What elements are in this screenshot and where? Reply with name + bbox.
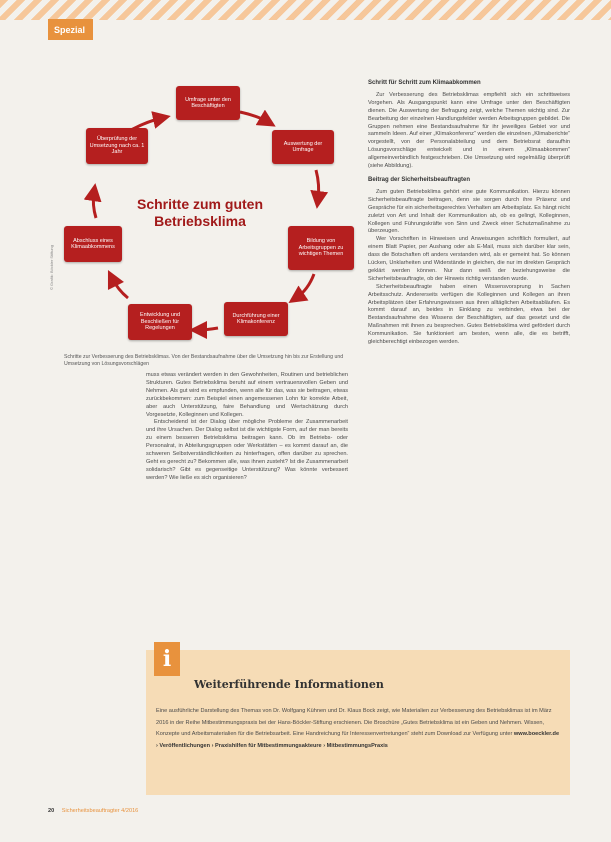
right-column xyxy=(368,80,570,347)
arrow-5 xyxy=(112,278,128,298)
arrow-3 xyxy=(296,274,314,298)
info-box xyxy=(146,646,570,795)
diagram-caption: Schritte zur Verbesserung des Betriebsklimas. Von der Bestandsaufnahme über die Umsetzung hin bis zur Erstellung und Umsetzung von Lösungsvorschlägen xyxy=(64,354,344,368)
diagram-title-line1: Schritte zum guten xyxy=(136,196,263,212)
section2-paragraph-1: Zum guten Betriebsklima gehört eine gute Kommunikation. Hierzu können Sicherheitsbeauftragte beitragen, denn sie sorgen durch ihre Präsenz und Gespräche für ein sicherheitsgerechtes Verhalten am Arbeitsplatz. Es hängt nicht zuletzt von Art und Inhalt der Kommunikation ab, ob es gelingt, Kolleginnen, Kollegen und Führungskräfte von Sinn und Zweck einer Schutzmaßnahme zu überzeugen. xyxy=(368,188,570,235)
step-box-6: Abschluss eines Klimaabkommens xyxy=(64,226,122,262)
left-paragraph-2: Entscheidend ist der Dialog über mögliche Probleme der Zusammenarbeit und ihre Ursachen. Der Dialog selbst ist die wichtigste Form, auf der man bereits zu einem besseren Betriebsklima beitragen kann. Ob im Betriebs- oder Personalrat, in Abteilungsgruppen oder Werkstätten – es kommt darauf an, die schweren Selbstverständlichkeiten zu hinterfragen, offen darüber zu sprechen. Geht es gerecht zu? Bekommen alle, was ihnen zusteht? Ist die Zusammenarbeit solidarisch? Gibt es gegenseitige Unterstützung? Was könnte verbessert werden? Wie ließe es sich organisieren? xyxy=(146,419,348,481)
photo-credit: © Grafik: Böckler Stiftung xyxy=(49,245,54,290)
left-paragraph-1: muss etwas verändert werden in den Gewohnheiten, Routinen und betrieblichen Strukturen. Gutes Betriebsklima beruht auf einem vertrauensvollen Geben und Nehmen. Als gut wird es empfunden, wenn alle für das, was sie beitragen, etwas zurückbekommen: zum Beispiel einen angemessenen Lohn für korrekte Arbeit, aber auch Unterstützung, faire Behandlung und Wertschätzung durch Vorgesetzte, Kolleginnen und Kollegen. xyxy=(146,372,348,418)
header-stripe xyxy=(0,0,611,20)
info-icon: i xyxy=(154,642,180,676)
arrow-4 xyxy=(198,328,218,330)
section1-heading: Schritt für Schritt zum Klimaabkommen xyxy=(368,80,481,86)
step-box-5: Entwicklung und Beschließen für Regelungen xyxy=(128,304,192,340)
section2-paragraph-3: Sicherheitsbeauftragte haben einen Wissensvorsprung in Sachen Arbeitsschutz. Andererseits verfügen die Kolleginnen und Kollegen an ihren Arbeitsplätzen über Erfahrungswissen aus ihren alltäglichen Arbeitsabläufen. Es kommt darauf an, beides in Einklang zu verbinden, etwa bei der Bestandsaufnahme des Wissens der Beschäftigten, auf das gesetzt und die Maßnahmen mit ihnen zu besprechen. Gutes Betriebsklima wird gefördert durch Kommunikation. Sie funktioniert am besten, wenn alle, die es betrifft, gleichberechtigt einbezogen werden. xyxy=(368,283,570,346)
diagram-title xyxy=(130,196,270,230)
section1-text: Zur Verbesserung des Betriebsklimas empfiehlt sich ein schrittweises Vorgehen. Als Ausgangspunkt kann eine Umfrage unter den Beschäftigten dienen. Die Auswertung der Befragung zeigt, welche Themen wichtig sind. Zur Bearbeitung der einzelnen Handlungsfelder werden Arbeitsgruppen gebildet. Die Gruppen nehmen eine Bestandsaufnahme für ihr jeweiliges Gebiet vor und sammeln Ideen. Auf einer „Klimakonferenz“ werden die einzelnen „Klimaberichte“ vorgestellt, von der Personalabteilung und dem Betriebsrat daraufhin Lösungsvorschläge entwickelt und in einem „Klimaabkommen“ allgemeinverbindlich festgeschrieben. Die Umsetzung wird regelmäßig überprüft (siehe Abbildung). xyxy=(368,91,570,170)
arrow-6 xyxy=(93,192,96,218)
section-label: Spezial xyxy=(54,25,86,35)
magazine-name: Sicherheitsbeauftragter 4/2016 xyxy=(61,808,139,814)
diagram-title-line2: Betriebsklima xyxy=(154,213,246,229)
page-number: 20 xyxy=(48,808,55,814)
step-box-2: Auswertung der Umfrage xyxy=(272,130,334,164)
left-column xyxy=(146,372,348,483)
step-box-3: Bildung von Arbeitsgruppen zu wichtigen Themen xyxy=(288,226,354,270)
section-tab xyxy=(48,19,93,40)
step-box-4: Durchführung einer Klimakonferenz xyxy=(224,302,288,336)
info-text xyxy=(156,706,560,752)
arrow-1 xyxy=(240,112,268,122)
steps-diagram xyxy=(48,50,362,350)
step-box-1: Umfrage unter den Beschäftigten xyxy=(176,86,240,120)
section2-heading: Beitrag der Sicherheitsbeauftragten xyxy=(368,176,471,183)
section2-paragraph-2: Wer Vorschriften in Hinweisen und Anweisungen schriftlich formuliert, auf einem Blatt Papier, per Aushang oder als E-Mail, muss sich darüber klar sein, dass die Botschaften oft anders verstanden wird, als er gemeint hat. So können Lücken, Unklarheiten und Widerstände in gleichen, die nur im direkten Gespräch geklärt werden können. Nur dann weiß der beziehungsweise die Sicherheitsbeauftragte, ob der Hinweis richtig verstanden wurde. xyxy=(368,236,570,282)
page-footer xyxy=(48,808,138,814)
step-box-7: Überprüfung der Umsetzung nach ca. 1 Jahr xyxy=(86,128,148,164)
arrow-2 xyxy=(316,170,319,200)
info-body: Eine ausführliche Darstellung des Themas von Dr. Wolfgang Kühnen und Dr. Klaus Bock zeigt, wie Materialien zur Verbesserung des Betriebsklimas ist im März 2016 in der Reihe Mitbestimmungspraxis bei der Hans-Böckler-Stiftung erschienen. Die Broschüre „Gutes Betriebsklima ist ein Geben und Nehmen. Wissen, Konzepte und Arbeitsmaterialien für die Betriebsarbeit. Eine Handreichung für Interessenvertretungen“ steht zum Download zur Verfügung unter xyxy=(156,708,552,738)
info-title: Weiterführende Informationen xyxy=(194,678,384,691)
info-link[interactable]: www.boeckler.de › Veröffentlichungen › Praxishilfen für Mitbestimmungsakteure › MitbestimmungsPraxis xyxy=(156,731,560,749)
